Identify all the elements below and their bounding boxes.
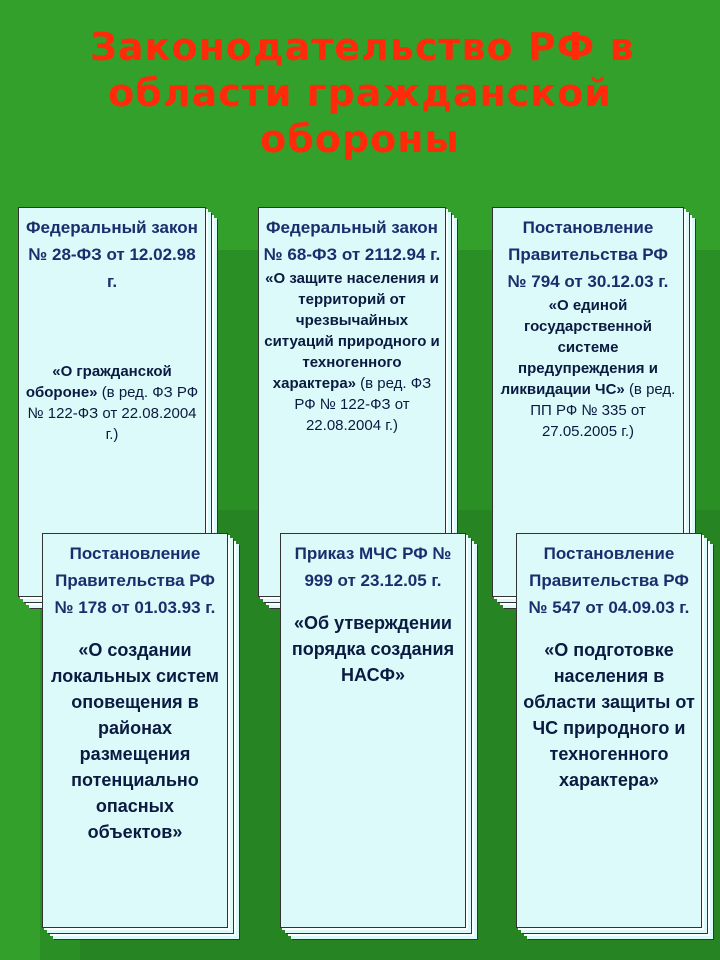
card-body-note: (в ред. ПП РФ № 335 от 27.05.2005 г.)	[530, 381, 676, 440]
card-heading: Федеральный закон № 28-ФЗ от 12.02.98 г.	[26, 218, 198, 291]
card-body: «Об утверждении порядка создания НАСФ»	[291, 613, 455, 685]
card-body	[25, 361, 199, 445]
card-body-title: «О гражданской обороне»	[25, 363, 172, 401]
title-line: Законодательство РФ в	[90, 25, 635, 69]
card-body	[263, 268, 441, 436]
card-heading: Федеральный закон № 68-ФЗ от 2112.94 г.	[263, 218, 441, 264]
title-line: области гражданской	[108, 71, 612, 115]
card-body: «О подготовке населения в области защиты от ЧС природного и техногенного характера»	[523, 640, 695, 790]
card-body-note: (в ред. ФЗ РФ № 122-ФЗ от 22.08.2004 г.)	[27, 384, 199, 443]
card-body: «О создании локальных систем оповещения в районах размещения потенциально опасных объектов»	[51, 640, 219, 842]
card-heading: Приказ МЧС РФ № 999 от 23.12.05 г.	[294, 544, 452, 590]
card-body-title: «О защите населения и территорий от чрезвычайных ситуаций природного и техногенного характера»	[264, 270, 440, 392]
card-heading: Постановление Правительства РФ № 178 от 01.03.93 г.	[54, 544, 216, 617]
card-body-title: «О единой государственной системе предупреждения и ликвидации ЧС»	[500, 297, 658, 398]
law-card-pp-547	[516, 533, 702, 928]
title-line: обороны	[260, 117, 460, 161]
slide-title	[90, 24, 635, 162]
law-card-order-999	[280, 533, 466, 928]
card-heading: Постановление Правительства РФ № 794 от 30.12.03 г.	[507, 218, 669, 291]
card-body-note: (в ред. ФЗ РФ № 122-ФЗ от 22.08.2004 г.)	[294, 375, 432, 434]
card-heading: Постановление Правительства РФ № 547 от 04.09.03 г.	[528, 544, 690, 617]
card-body	[497, 295, 679, 442]
law-card-pp-178	[42, 533, 228, 928]
